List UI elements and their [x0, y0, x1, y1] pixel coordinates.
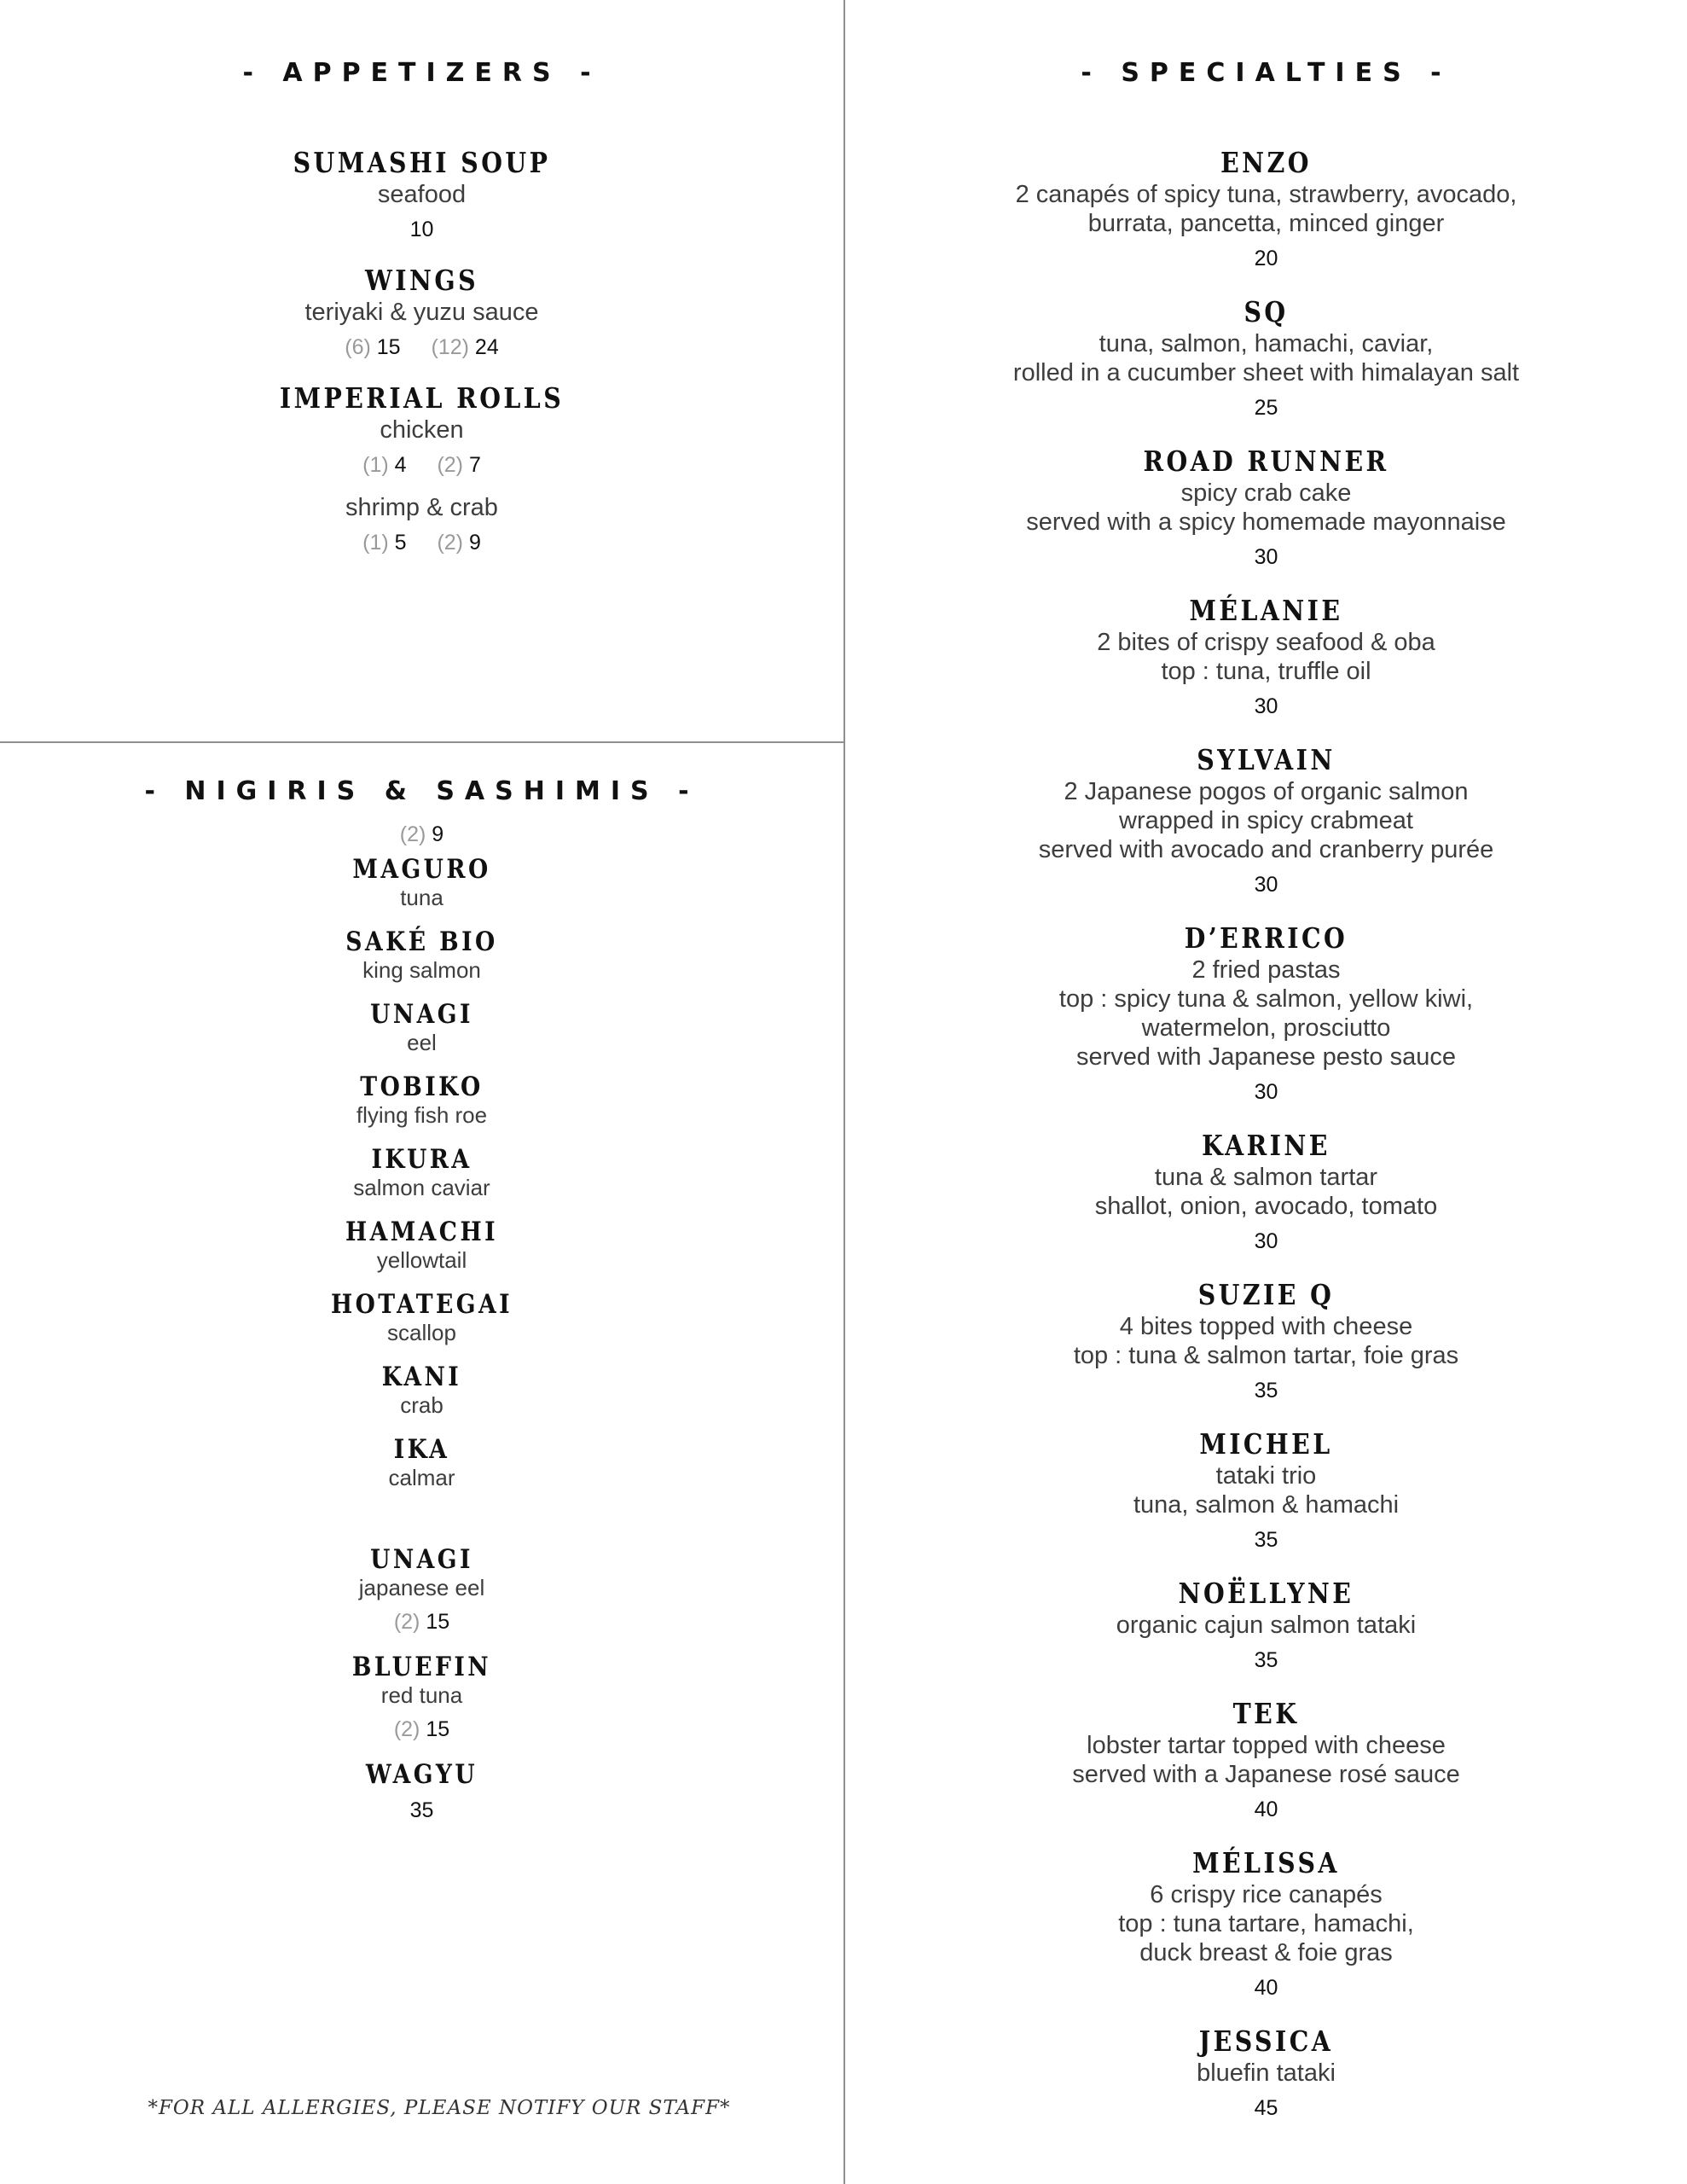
specialty-item — [845, 921, 1687, 1107]
item-name: MÉLISSA — [1192, 1846, 1340, 1879]
item-price: 30 — [1254, 873, 1278, 897]
item-name: WAGYU — [365, 1759, 478, 1790]
item-description-line: top : tuna tartare, hamachi, — [1118, 1910, 1414, 1937]
specialty-item — [845, 1129, 1687, 1256]
item-description: calmar — [388, 1465, 455, 1490]
item-name: UNAGI — [370, 999, 473, 1030]
item-description-line: 2 bites of crispy seafood & oba — [1097, 629, 1435, 656]
quantity: (2) — [393, 1610, 420, 1634]
item-price: 30 — [1254, 545, 1278, 569]
specialty-item — [845, 743, 1687, 899]
item-description: tuna — [400, 885, 443, 910]
menu-item-sumashi-soup — [0, 146, 844, 244]
item-description-line: 4 bites topped with cheese — [1119, 1313, 1413, 1340]
item-name: KANI — [381, 1362, 462, 1392]
item-price: 30 — [1254, 694, 1278, 718]
item-name: WINGS — [364, 264, 479, 297]
item-name: ENZO — [1220, 146, 1312, 179]
item-description-line: lobster tartar topped with cheese — [1087, 1732, 1446, 1759]
item-price-options — [0, 450, 844, 479]
nigiris-section — [0, 776, 844, 1840]
item-name: NOËLLYNE — [1178, 1577, 1354, 1610]
specialty-item — [845, 2024, 1687, 2123]
item-name: MÉLANIE — [1189, 594, 1343, 627]
item-description-line: top : tuna & salmon tartar, foie gras — [1073, 1342, 1459, 1369]
item-description-line: tuna, salmon & hamachi — [1133, 1491, 1400, 1519]
quantity: (2) — [437, 453, 464, 477]
price: 5 — [394, 531, 407, 555]
item-name: MAGURO — [352, 854, 491, 885]
item-price: 25 — [1254, 396, 1278, 420]
item-price: 30 — [1254, 1229, 1278, 1253]
price: 4 — [394, 453, 407, 477]
quantity: (12) — [431, 335, 469, 359]
item-description: shrimp & crab — [345, 494, 498, 521]
specialty-item — [845, 1846, 1687, 2002]
item-description: scallop — [387, 1320, 456, 1345]
specialty-item — [845, 1697, 1687, 1824]
section-title-specialties: - SPECIALTIES - — [1081, 58, 1452, 88]
item-price: 35 — [1254, 1648, 1278, 1672]
item-name: IMPERIAL ROLLS — [279, 381, 565, 415]
item-description-line: shallot, onion, avocado, tomato — [1094, 1193, 1438, 1220]
item-description-line: organic cajun salmon tataki — [1116, 1612, 1417, 1639]
item-description: eel — [407, 1030, 437, 1055]
nigiri-item — [0, 1289, 844, 1346]
item-description: crab — [400, 1392, 443, 1418]
item-description-line: duck breast & foie gras — [1139, 1939, 1393, 1966]
menu-item-imperial-rolls — [0, 381, 844, 557]
item-description-line: served with avocado and cranberry purée — [1038, 836, 1494, 863]
nigiri-price — [0, 820, 844, 849]
specialties-list — [845, 146, 1687, 2123]
specialty-item — [845, 1278, 1687, 1405]
quantity: (2) — [437, 531, 464, 555]
nigiri-item — [0, 854, 844, 911]
item-description-line: tuna & salmon tartar — [1154, 1164, 1378, 1191]
item-name: SAKÉ BIO — [345, 926, 498, 957]
item-name: SUMASHI SOUP — [293, 146, 551, 179]
item-description: salmon caviar — [353, 1175, 490, 1200]
item-description-line: tataki trio — [1215, 1462, 1317, 1490]
item-description: red tuna — [380, 1682, 463, 1708]
item-name: TOBIKO — [360, 1072, 484, 1102]
item-name: UNAGI — [370, 1544, 473, 1575]
item-description-line: top : spicy tuna & salmon, yellow kiwi, — [1058, 985, 1474, 1013]
item-name: D’ERRICO — [1184, 921, 1348, 955]
item-price: 20 — [1254, 247, 1278, 270]
item-name: ROAD RUNNER — [1143, 444, 1389, 478]
nigiri-item — [0, 1362, 844, 1419]
item-description-line: served with a spicy homemade mayonnaise — [1026, 508, 1506, 536]
nigiri-item — [0, 926, 844, 984]
item-description-line: spicy crab cake — [1180, 479, 1352, 507]
item-price: 35 — [1254, 1379, 1278, 1403]
item-description: japanese eel — [358, 1575, 485, 1600]
item-name: SQ — [1244, 295, 1289, 328]
quantity: (2) — [393, 1717, 420, 1741]
specialty-item — [845, 1577, 1687, 1675]
item-name: HOTATEGAI — [330, 1289, 513, 1320]
item-description: chicken — [380, 416, 464, 444]
item-description-line: 6 crispy rice canapés — [1150, 1881, 1383, 1908]
price: 7 — [468, 453, 481, 477]
item-price: 30 — [1254, 1080, 1278, 1104]
item-name: TEK — [1232, 1697, 1300, 1730]
nigiri-special-item — [0, 1652, 844, 1744]
item-description-line: 2 Japanese pogos of organic salmon — [1064, 778, 1469, 805]
item-price: 35 — [409, 1798, 434, 1822]
nigiri-special-item — [0, 1544, 844, 1636]
item-description-line: wrapped in spicy crabmeat — [1119, 807, 1413, 834]
specialty-item — [845, 146, 1687, 273]
item-name: HAMACHI — [345, 1217, 499, 1247]
item-price: 40 — [1254, 1798, 1278, 1821]
item-name: MICHEL — [1199, 1427, 1333, 1461]
specialties-section — [845, 58, 1687, 2145]
item-description-line: top : tuna, truffle oil — [1161, 658, 1371, 685]
item-price: 10 — [409, 218, 434, 241]
item-description: flying fish roe — [356, 1102, 488, 1128]
item-description-line: bluefin tataki — [1197, 2059, 1336, 2087]
item-name: BLUEFIN — [351, 1652, 492, 1682]
item-description-line: 2 fried pastas — [1191, 956, 1341, 984]
quantity: (1) — [362, 531, 389, 555]
nigiri-special-item — [0, 1759, 844, 1825]
price: 15 — [426, 1610, 450, 1634]
item-price: 45 — [1254, 2096, 1278, 2120]
price: 15 — [426, 1717, 450, 1741]
quantity: (6) — [345, 335, 371, 359]
quantity: (2) — [399, 822, 426, 846]
nigiri-item — [0, 999, 844, 1056]
item-description-line: watermelon, prosciutto — [1141, 1014, 1391, 1042]
item-price: 40 — [1254, 1976, 1278, 2000]
price: 15 — [376, 335, 401, 359]
item-description-line: 2 canapés of spicy tuna, strawberry, avocado, — [1015, 181, 1517, 208]
item-description-line: served with Japanese pesto sauce — [1076, 1043, 1456, 1071]
appetizers-section — [0, 58, 844, 577]
nigiri-item — [0, 1217, 844, 1274]
specialty-item — [845, 444, 1687, 572]
price: 9 — [468, 531, 481, 555]
item-description: seafood — [377, 181, 467, 208]
quantity: (1) — [362, 453, 389, 477]
item-description: teriyaki & yuzu sauce — [304, 299, 539, 326]
item-name: JESSICA — [1198, 2024, 1334, 2058]
allergy-footnote: *FOR ALL ALLERGIES, PLEASE NOTIFY OUR STAFF* — [148, 2097, 731, 2119]
item-price-options — [0, 1607, 844, 1636]
specialty-item — [845, 594, 1687, 721]
item-description: king salmon — [362, 957, 481, 983]
item-price: 35 — [1254, 1528, 1278, 1552]
item-price-options — [0, 1715, 844, 1744]
nigiri-item — [0, 1144, 844, 1201]
price: 9 — [432, 822, 444, 846]
item-name: IKA — [393, 1434, 450, 1465]
item-price-options — [0, 333, 844, 362]
item-name: SYLVAIN — [1197, 743, 1336, 776]
item-name: SUZIE Q — [1197, 1278, 1335, 1311]
item-description-line: burrata, pancetta, minced ginger — [1087, 210, 1445, 237]
price: 24 — [474, 335, 499, 359]
item-description: yellowtail — [376, 1247, 467, 1273]
nigiri-item — [0, 1434, 844, 1491]
specialty-item — [845, 295, 1687, 422]
item-description-line: rolled in a cucumber sheet with himalayan salt — [1012, 359, 1520, 386]
nigiri-item — [0, 1072, 844, 1129]
item-price-options — [0, 528, 844, 557]
item-description-line: tuna, salmon, hamachi, caviar, — [1099, 330, 1434, 357]
item-description-line: served with a Japanese rosé sauce — [1072, 1761, 1460, 1788]
item-name: IKURA — [371, 1144, 472, 1175]
section-title-nigiris: - NIGIRIS & SASHIMIS - — [144, 776, 699, 806]
item-name: KARINE — [1202, 1129, 1330, 1162]
specialty-item — [845, 1427, 1687, 1554]
horizontal-divider — [0, 741, 844, 743]
section-title-appetizers: - APPETIZERS - — [242, 58, 601, 88]
menu-item-wings — [0, 264, 844, 362]
